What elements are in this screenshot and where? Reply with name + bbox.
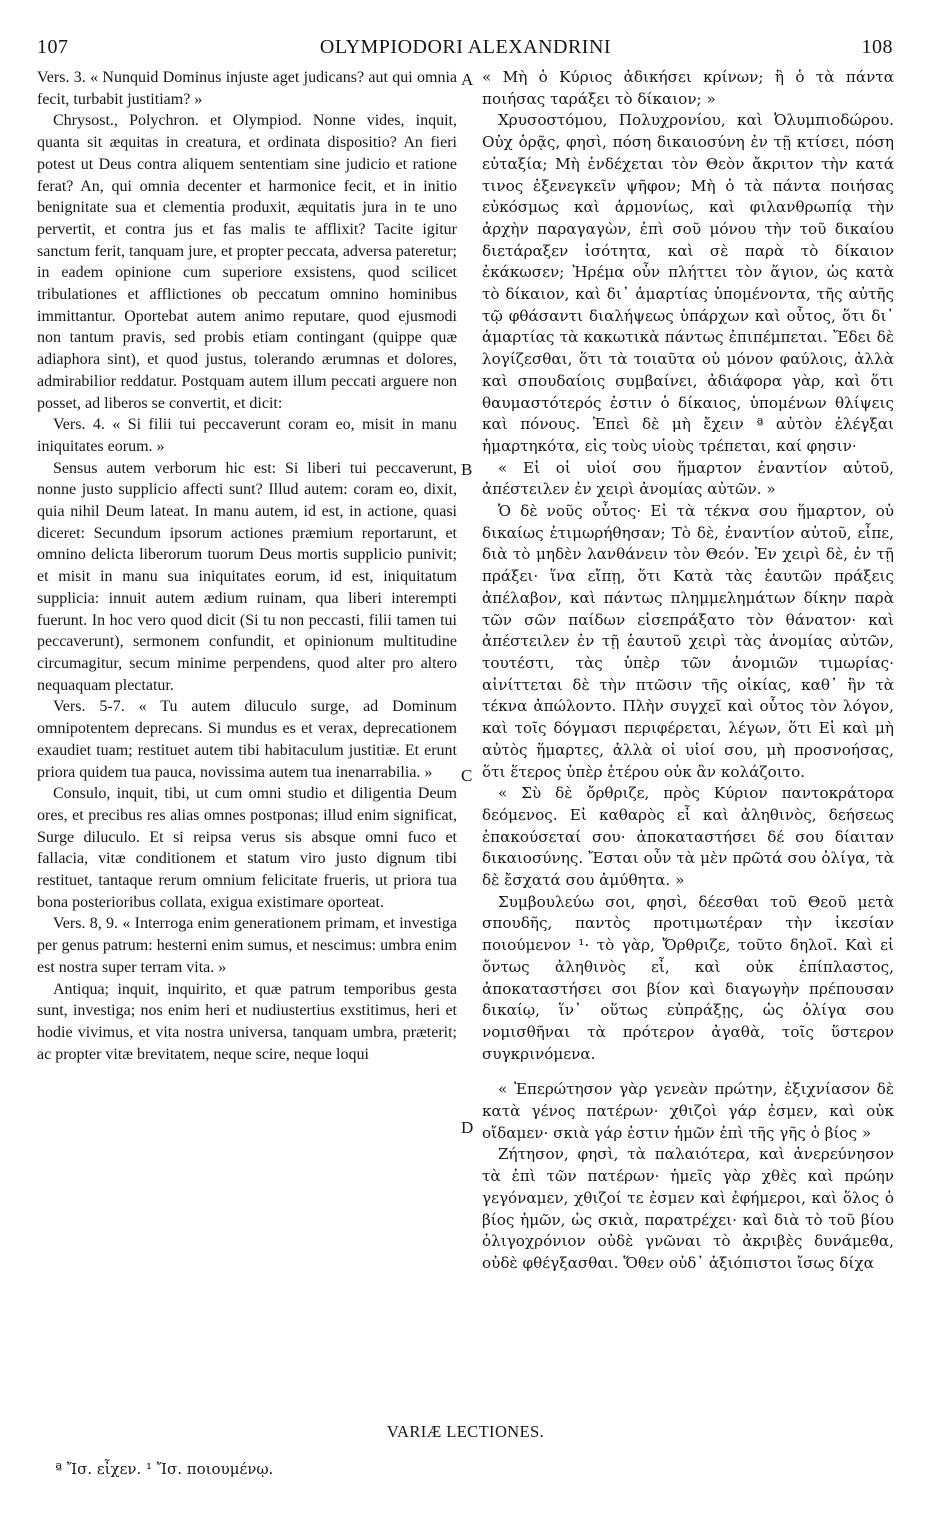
latin-verse-4: Vers. 4. « Si filii tui peccaverunt coram eo, misit in manu iniquitates eorum. » — [37, 416, 457, 455]
variae-lectiones-notes: ª Ἴσ. εἶχεν. ¹ Ἴσ. ποιουμένῳ. — [55, 1460, 274, 1478]
latin-verse-8-9: Vers. 8, 9. « Interroga enim generationem primam, et investiga per genus patrum: hesterni enim sumus, et nescimus: umbra enim est nostra super terram vita. » — [37, 915, 457, 976]
margin-letter-a: A — [461, 70, 474, 89]
page-title: OLYMPIODORI ALEXANDRINI — [319, 36, 612, 58]
latin-verse-5-7: Vers. 5-7. « Tu autem diluculo surge, ad Dominum omnipotentem deprecans. Si mundus es et verax, deprecationem exaudiet tuam; restituet autem tibi habitaculum justitiæ. Et erunt priora quidem tua pauca, novissima autem tua inenarrabilia. » — [37, 698, 457, 781]
greek-commentary-5-7: Συμβουλεύω σοι, φησὶ, δέεσθαι τοῦ Θεοῦ μετὰ σπουδῆς, παντὸς προτιμωτέραν τὴν ἱκεσίαν ποιούμενον ¹· τὸ γὰρ, Ὄρθριζε, τοῦτο δηλοῖ. Καὶ εἰ ὄντως ἀληθινὸς εἶ, καὶ οὐκ ἐπίπλαστος, ἀποκαταστήσει σοι βίον καὶ διαγωγὴν πρέπουσαν δικαίῳ, ἵν᾽ οὕτως εὐπράξῃς, ὡς ὀλίγα σου νομισθῆναι τὰ πρότερον ἀγαθὰ, τοῖς ὕστερον συγκρινόμενα. — [482, 892, 894, 1063]
latin-commentary-3: Chrysost., Polychron. et Olympiod. Nonne vides, inquit, quanta sit æquitas in creatura, et ordinata dispositio? An fieri potest ut Deus contra aliquem sententiam sine judicio et ratione ferat? An, qui omnia decenter et harmonice fecit, et in initio benignitate sua et clementia produxit, æquitatis jura in te uno pervertit, et contra jus et fas malis te afflixit? Tacite igitur sanctum ferit, tanquam jure, et propter peccata, adversa pateretur; in eadem opinione cum superiore exsistens, quod scilicet tribulationes et afflictiones ob peccatum omnino hominibus immittantur. Oportebat autem animo reputare, quod ejusmodi non tantum pravis, sed probis etiam contingant (quippe quæ adiaphora sint), et quod justus, tolerando ærumnas et dolores, admirabilior reddatur. Postquam autem illum peccati arguere non posset, ad liberos se convertit, et dicit: — [37, 112, 457, 412]
greek-verse-3: « Μὴ ὁ Κύριος ἀδικήσει κρίνων; ἢ ὁ τὰ πάντα ποιήσας ταράξει τὸ δίκαιον; » — [482, 68, 894, 108]
latin-verse-3: Vers. 3. « Nunquid Dominus injuste aget judicans? aut qui omnia fecit, turbabit justitiam? » — [37, 69, 457, 108]
latin-commentary-8-9: Antiqua; inquit, inquirito, et quæ patrum temporibus gesta sunt, investiga; nos enim heri et nudiustertius exstitimus, heri et hodie vivimus, et vita nostra universa, tanquam umbra, præterit; ac propter vitæ brevitatem, neque scire, neque loqui — [37, 980, 457, 1063]
margin-letter-b: B — [461, 460, 473, 479]
latin-column — [37, 67, 457, 1065]
margin-letter-c: C — [461, 766, 473, 785]
margin-letter-d: D — [461, 1118, 474, 1137]
latin-commentary-5-7: Consulo, inquit, tibi, ut cum omni studio et diligentia Deum ores, et precibus res alias omnes postponas; illud enim significat, Surge diluculo. Et si reipsa verus sis absque omni fuco et fallacia, vitæ conditionem et statum viro justo dignum tibi restituet, tantaque rerum omnium felicitate frueris, ut priora tua bona posterioribus collata, exigua existimare oporteat. — [37, 785, 457, 911]
greek-commentary-4: Ὁ δὲ νοῦς οὗτος· Εἰ τὰ τέκνα σου ἥμαρτον, οὐ δικαίως ἐτιμωρήθησαν; Τὸ δὲ, ἐναντίον αὐτοῦ, εἶπε, διὰ τὸ μηδὲν λανθάνειν τὸν Θεόν. Ἐν χειρὶ δὲ, ἐν τῇ πράξει· ἵνα εἴπῃ, ὅτι Κατὰ τὰς ἑαυτῶν πράξεις ἀπέλαβον, καὶ πάντως πλημμελημάτων δίκην παρὰ τῶν σῶν παίδων εἰσεπράξατο τὸν θάνατον· καὶ ἀπέστειλεν ἐν τῇ ἑαυτοῦ χειρὶ τὰς ἀνομίας αὐτῶν, τουτέστι, τὰς ὑπὲρ τῶν ἀνομιῶν τιμωρίας· αἰνίττεται δὲ τὴν πτῶσιν τῆς οἰκίας, καθ᾽ ἣν τὰ τέκνα ἀπώλοντο. Πλὴν συγχεῖ καὶ οὗτος τὸν λόγον, καὶ τοῖς δόγμασι περιφέρεται, λέγων, ὅτι Εἰ καὶ μὴ αὐτὸς ἥμαρτες, ἀλλὰ οἱ υἱοί σου, μὴ προσνοήσας, ὅτι ἕτερος ὑπὲρ ἑτέρου οὐκ ἂν κολάζοιτο. — [482, 502, 894, 781]
variae-lectiones-title: VARIÆ LECTIONES. — [386, 1422, 545, 1441]
greek-commentary-8-9: Ζήτησον, φησὶ, τὰ παλαιότερα, καὶ ἀνερεύνησον τὰ ἐπὶ τῶν πατέρων· ἡμεῖς γὰρ χθὲς καὶ πρώην γεγόναμεν, χθιζοί τε ἐσμεν καὶ ἐφήμεροι, καὶ ὅλος ὁ βίος ἡμῶν, ὡς σκιὰ, παρατρέχει· καὶ διὰ τὸ τοῦ βίου ὀλιγοχρόνιον οὐδὲ γνῶναι τὸ ἀκριβὲς δυνάμεθα, οὐδὲ φθέγξασθαι. Ὅθεν οὐδ᾽ ἀξιόπιστοι ἴσως δίχα — [482, 1145, 894, 1272]
greek-verse-5-7: « Σὺ δὲ ὄρθριζε, πρὸς Κύριον παντοκράτορα δεόμενος. Εἰ καθαρὸς εἶ καὶ ἀληθινὸς, δεήσεως ἐπακούσεταί σου· ἀποκαταστήσει δέ σου δίαιταν δικαιοσύνης. Ἔσται οὖν τὰ μὲν πρῶτά σου ὀλίγα, τὰ δὲ ἔσχατά σου ἀμύθητα. » — [482, 784, 894, 890]
greek-commentary-3: Χρυσοστόμου, Πολυχρονίου, καὶ Ὀλυμπιοδώρου. Οὐχ ὁρᾷς, φησὶ, πόση δικαιοσύνη ἐν τῇ κτίσει, πόση εὐταξία; Μὴ ἐνδέχεται τὸν Θεὸν ἄκριτον τὴν κατά τινος ἐξενεγκεῖν ψῆφον; Μὴ ὁ τὰ πάντα ποιήσας εὐκόσμως καὶ ἁρμονίως, καὶ φιλανθρωπίᾳ τὴν ἀρχὴν παραγαγὼν, ἐπὶ σοῦ μόνου τὴν τοῦ δικαίου διετάραξεν ἰσότητα, καὶ σὲ παρὰ τὸ δίκαιον ἐκάκωσεν; Ἠρέμα οὖν πλήττει τὸν ἅγιον, ὡς κατὰ τὸ δίκαιον, καὶ δι᾽ ἁμαρτίας ὑπομένοντα, τῆς αὐτῆς τῷ φθάσαντι διαλήψεως ὑπάρχων καὶ οὗτος, ὅτι δι᾽ ἁμαρτίας τὰ κακωτικὰ πάντως ἐπιπέμπεται. Ἔδει δὲ λογίζεσθαι, ὅτι τὰ τοιαῦτα οὐ μόνον φαύλοις, ἀλλὰ καὶ σπουδαίοις συμβαίνει, ἀδιάφορα γὰρ, καὶ ὅτι θαυμαστότερός ἐστιν ὁ δίκαιος, ὑπομένων θλίψεις καὶ πόνους. Ἐπεὶ δὲ μὴ ἔχειν ª αὐτὸν ἐλέγξαι ἡμαρτηκότα, εἰς τοὺς υἱοὺς τρέπεται, καί φησιν· — [482, 111, 894, 455]
greek-verse-4: « Εἰ οἱ υἱοί σου ἥμαρτον ἐναντίον αὐτοῦ, ἀπέστειλεν ἐν χειρὶ ἀνομίας αὐτῶν. » — [482, 458, 894, 499]
greek-column — [482, 67, 894, 1275]
greek-verse-8-9: « Ἐπερώτησον γὰρ γενεὰν πρώτην, ἐξιχνίασον δὲ κατὰ γένος πατέρων· χθιζοὶ γάρ ἐσμεν, καὶ οὐκ οἴδαμεν· σκιὰ γάρ ἐστιν ἡμῶν ἐπὶ τῆς γῆς ὁ βίος » — [482, 1080, 894, 1142]
greek-spacer — [482, 1065, 894, 1079]
page-number-left: 107 — [37, 36, 69, 58]
latin-commentary-4: Sensus autem verborum hic est: Si liberi tui peccaverunt, nonne justo supplicio affecti sunt? Illud autem: coram eo, dixit, quia nihil Deum lateat. In manu autem, id est, in actione, quasi diceret: Secundum ipsorum actiones præmium reportarunt, et omnino delicta liberorum tuorum Deus mortis supplicio punivit; et misit in manu sua iniquitates eorum, id est, iniquitatum supplicia: innuit autem ædium ruinam, qua liberi interempti fuerunt. In hoc vero quod dicit (Si tu non peccasti, filii tamen tui peccaverunt), sermonem confundit, et opinionum multitudine circumagitur, secum minime perpendens, quod alter pro altero nequaquam plectatur. — [37, 459, 457, 694]
page-number-right: 108 — [861, 36, 893, 58]
running-header — [0, 36, 931, 64]
